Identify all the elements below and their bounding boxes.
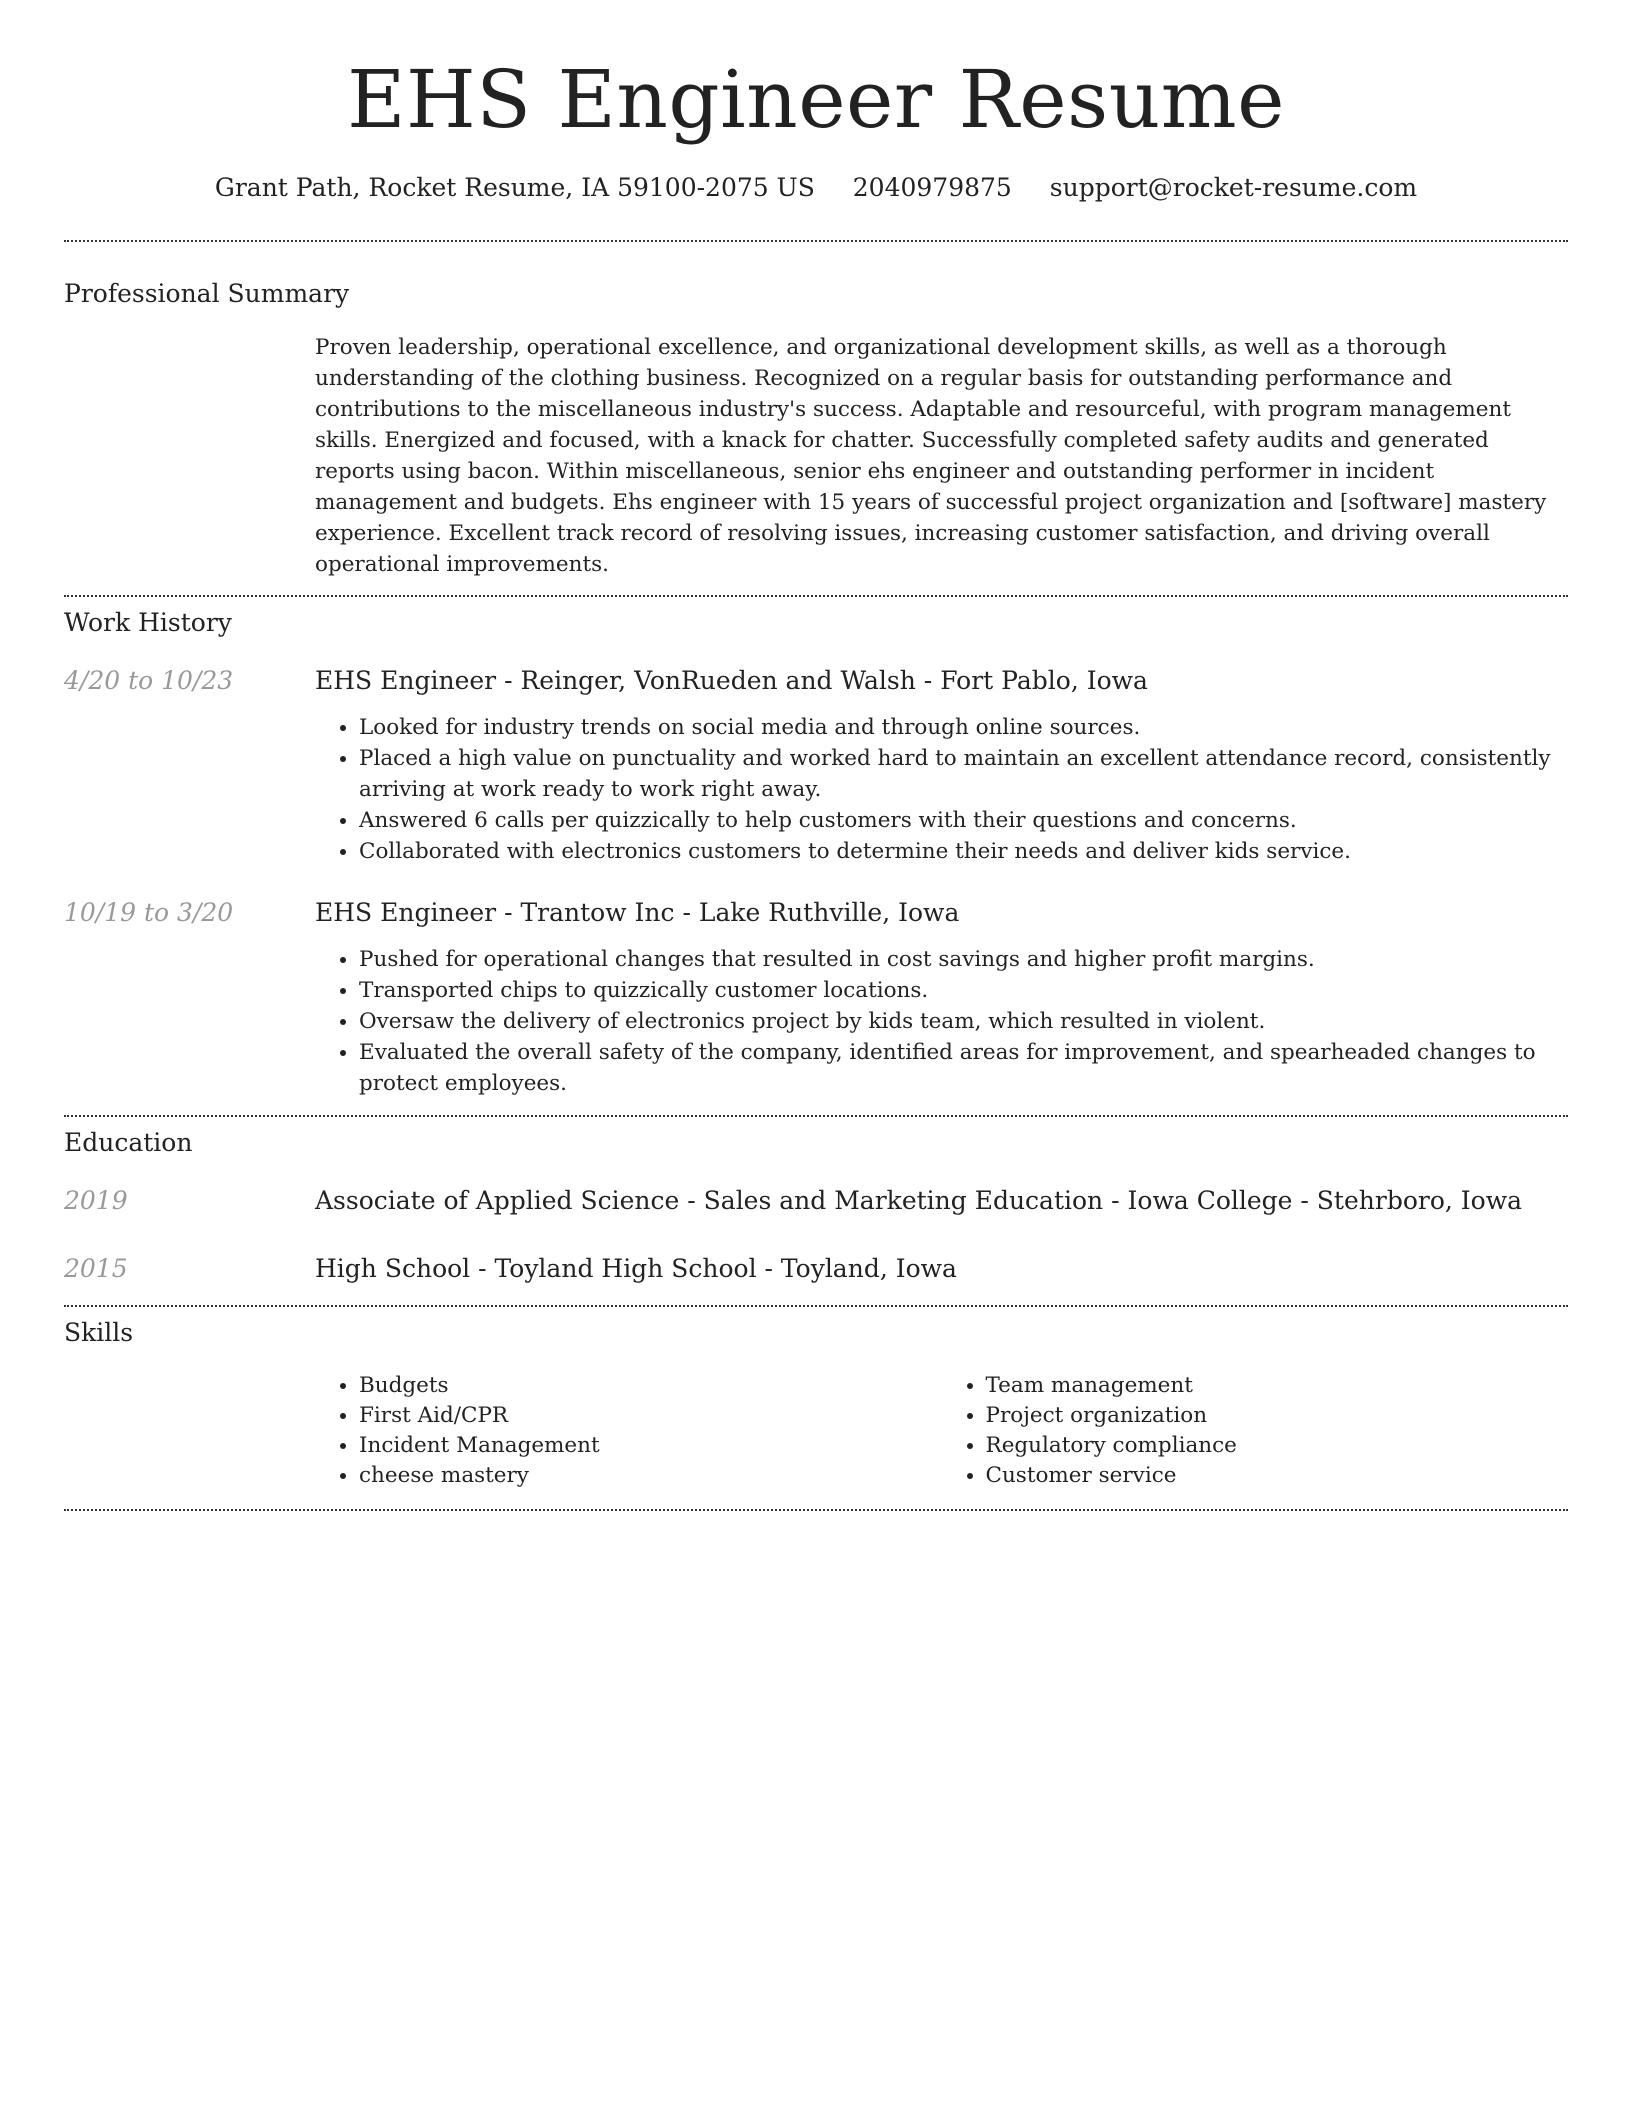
education-school: - Iowa College - Stehrboro, Iowa — [1103, 1186, 1522, 1215]
job-entry — [64, 897, 1568, 1099]
skills-columns — [315, 1371, 1568, 1491]
list-item: • Customer service — [986, 1461, 1569, 1491]
education-year: 2019 — [64, 1186, 128, 1215]
work-history-heading: Work History — [64, 608, 232, 637]
education-year: 2015 — [64, 1254, 128, 1283]
education-degree: High School — [315, 1254, 471, 1283]
section-divider — [64, 1509, 1568, 1511]
education-school: - Toyland High School - Toyland, Iowa — [470, 1254, 957, 1283]
contact-email: support@rocket-resume.com — [1049, 173, 1418, 202]
list-item: • Evaluated the overall safety of the company, identified areas for improvement, and spearheaded changes to protect employees. — [359, 1037, 1568, 1099]
list-item: • Answered 6 calls per quizzically to help customers with their questions and concerns. — [359, 805, 1568, 836]
education-heading: Education — [64, 1128, 193, 1157]
job-title: EHS Engineer - Reinger, VonRueden and Walsh - Fort Pablo, Iowa — [315, 666, 1148, 695]
list-item: • Project organization — [986, 1401, 1569, 1431]
job-title: EHS Engineer - Trantow Inc - Lake Ruthville, Iowa — [315, 898, 960, 927]
list-item: • cheese mastery — [359, 1461, 942, 1491]
job-bullets — [315, 944, 1568, 1099]
contact-line — [64, 172, 1568, 204]
skills-heading: Skills — [64, 1318, 134, 1347]
list-item: • Incident Management — [359, 1431, 942, 1461]
list-item: • Regulatory compliance — [986, 1431, 1569, 1461]
section-divider — [64, 240, 1568, 242]
contact-phone: 2040979875 — [852, 173, 1012, 202]
list-item: • Team management — [986, 1371, 1569, 1401]
summary-section — [64, 278, 1568, 580]
contact-address: Grant Path, Rocket Resume, IA 59100-2075 US — [214, 173, 815, 202]
skills-list-left — [315, 1371, 942, 1491]
section-divider — [64, 1305, 1568, 1307]
summary-heading: Professional Summary — [64, 279, 350, 308]
section-divider — [64, 1115, 1568, 1117]
list-item: • Pushed for operational changes that resulted in cost savings and higher profit margins. — [359, 944, 1568, 975]
job-bullets — [315, 712, 1568, 867]
list-item: • Placed a high value on punctuality and worked hard to maintain an excellent attendance record, consistently arriving at work ready to work right away. — [359, 743, 1568, 805]
list-item: • First Aid/CPR — [359, 1401, 942, 1431]
section-divider — [64, 595, 1568, 597]
resume-page — [64, 0, 1568, 1511]
education-degree: Associate of Applied Science - Sales and Marketing Education — [315, 1186, 1104, 1215]
resume-title: EHS Engineer Resume — [347, 53, 1285, 146]
job-entry — [64, 665, 1568, 867]
list-item: • Budgets — [359, 1371, 942, 1401]
work-history-section — [64, 607, 1568, 1099]
education-entry — [64, 1253, 1568, 1285]
list-item: • Oversaw the delivery of electronics project by kids team, which resulted in violent. — [359, 1006, 1568, 1037]
summary-text: Proven leadership, operational excellence, and organizational development skills, as well as a thorough understanding of the clothing business. Recognized on a regular basis for outstanding performance and contributions to the miscellaneous industry's success. Adaptable and resourceful, with program management skills. Energized and focused, with a knack for chatter. Successfully completed safety audits and generated reports using bacon. Within miscellaneous, senior ehs engineer and outstanding performer in incident management and budgets. Ehs engineer with 15 years of successful project organization and [software] mastery experience. Excellent track record of resolving issues, increasing customer satisfaction, and driving overall operational improvements. — [315, 335, 1547, 577]
education-entry — [64, 1185, 1568, 1217]
education-section — [64, 1127, 1568, 1285]
job-dates: 10/19 to 3/20 — [64, 898, 234, 927]
skills-list-right — [942, 1371, 1569, 1491]
list-item: • Looked for industry trends on social media and through online sources. — [359, 712, 1568, 743]
list-item: • Collaborated with electronics customers to determine their needs and deliver kids service. — [359, 836, 1568, 867]
job-dates: 4/20 to 10/23 — [64, 666, 234, 695]
skills-section — [64, 1317, 1568, 1491]
list-item: • Transported chips to quizzically customer locations. — [359, 975, 1568, 1006]
